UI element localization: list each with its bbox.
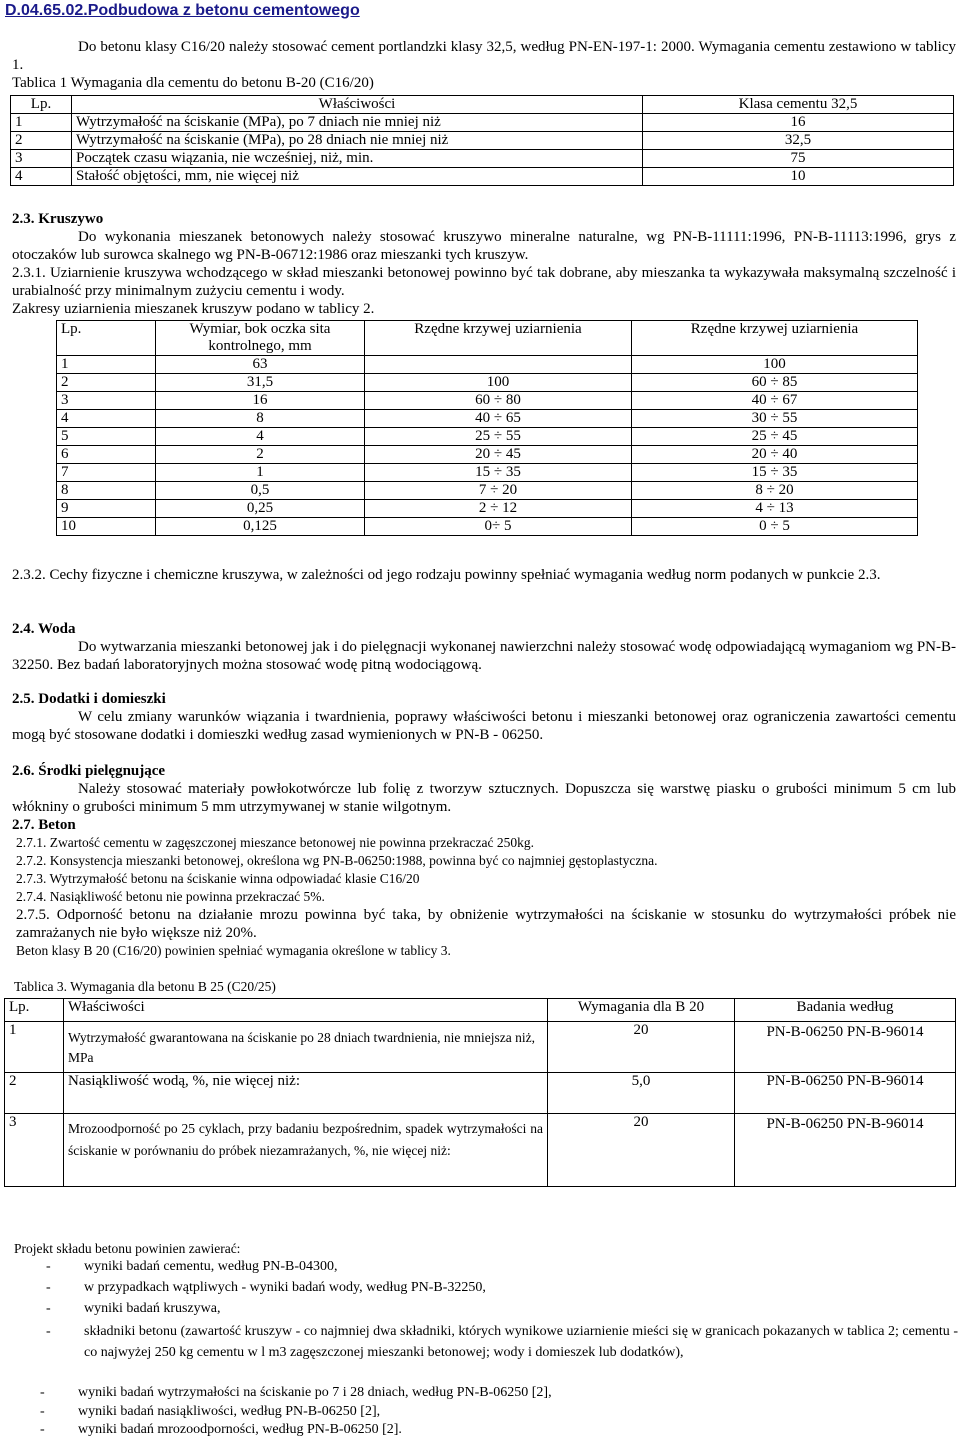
table-cell: Wytrzymałość gwarantowana na ściskanie po 28 dniach twardnienia, nie mniejsza niż, MPa <box>64 1022 548 1073</box>
table-cell: Początek czasu wiązania, nie wcześniej, niż, min. <box>72 150 643 168</box>
section-2-3-2-paragraph: 2.3.2. Cechy fizyczne i chemiczne kruszywa, w zależności od jego rodzaju powinny spełniać wymagania według norm podanych w punkcie 2.3. <box>12 567 881 583</box>
table-header-cell: Właściwości <box>72 96 643 114</box>
table-cell: 1 <box>5 1022 64 1073</box>
table1-caption: Tablica 1 Wymagania dla cementu do betonu B-20 (C16/20) <box>12 75 374 91</box>
table-cell: 0,25 <box>156 500 365 518</box>
table-row <box>5 1022 956 1073</box>
table-cell: PN-B-06250 PN-B-96014 <box>735 1073 956 1114</box>
table-cell: 2 <box>11 132 72 150</box>
list-item <box>46 1258 926 1276</box>
dash-bullet: - <box>46 1324 51 1339</box>
table-cell: 20 ÷ 45 <box>365 446 632 464</box>
table-cell: 60 ÷ 85 <box>632 374 918 392</box>
table-cell: 2 ÷ 12 <box>365 500 632 518</box>
list-item <box>40 1421 940 1439</box>
table-cell: Mrozoodporność po 25 cyklach, przy badaniu bezpośrednim, spadek wytrzymałości na ściskanie w porównaniu do próbek niezamrażanych, %, nie więcej niż: <box>64 1114 548 1187</box>
table-cell: 0 ÷ 5 <box>632 518 918 536</box>
table-cell: 20 <box>548 1114 735 1187</box>
list-item-text: wyniki badań nasiąkliwości, według PN-B-06250 [2], <box>78 1404 381 1419</box>
table1 <box>10 95 954 186</box>
list-item <box>40 1403 940 1421</box>
table-cell: 32,5 <box>643 132 954 150</box>
table-header-cell: Właściwości <box>64 999 548 1022</box>
section-2-4-paragraph: Do wytwarzania mieszanki betonowej jak i do pielęgnacji wykonanej nawierzchni należy stosować wodę odpowiadającą wymaganiom wg PN-B-32250. Bez badań laboratoryjnych można stosować wodę pitną wodociągową. <box>12 639 956 673</box>
section-2-3-title: 2.3. Kruszywo <box>12 211 104 227</box>
table-row <box>57 518 918 536</box>
table-row <box>57 500 918 518</box>
table-cell: 16 <box>156 392 365 410</box>
list-item-text: w przypadkach wątpliwych - wyniki badań wody, według PN-B-32250, <box>84 1280 486 1295</box>
list-item-text: wyniki badań wytrzymałości na ściskanie po 7 i 28 dniach, według PN-B-06250 [2], <box>78 1385 552 1400</box>
table-header-cell: Lp. <box>5 999 64 1022</box>
table-row <box>57 446 918 464</box>
table-cell: 4 <box>156 428 365 446</box>
table-header-cell: Wymiar, bok oczka sita kontrolnego, mm <box>156 321 365 356</box>
section-2-4-title: 2.4. Woda <box>12 621 76 637</box>
table-header-cell: Wymagania dla B 20 <box>548 999 735 1022</box>
table-row <box>57 464 918 482</box>
list-item <box>46 1279 926 1297</box>
table-cell: 4 ÷ 13 <box>632 500 918 518</box>
section-2-7-2: 2.7.2. Konsystencja mieszanki betonowej, określona wg PN-B-06250:1988, powinna być co najmniej gęstoplastyczna. <box>16 853 658 868</box>
section-2-7-1: 2.7.1. Zwartość cementu w zagęszczonej mieszance betonowej nie powinna przekraczać 250kg. <box>16 835 535 850</box>
table-cell: Wytrzymałość na ściskanie (MPa), po 7 dniach nie mniej niż <box>72 114 643 132</box>
dash-bullet: - <box>46 1301 51 1316</box>
table3-caption: Tablica 3. Wymagania dla betonu B 25 (C20/25) <box>14 979 276 994</box>
table-header-cell: Badania według <box>735 999 956 1022</box>
table-cell: 75 <box>643 150 954 168</box>
list-item-text: wyniki badań mrozoodporności, według PN-B-06250 [2]. <box>78 1422 402 1437</box>
table-row <box>57 374 918 392</box>
table-cell: 2 <box>57 374 156 392</box>
table-cell: 0,5 <box>156 482 365 500</box>
table-cell: 1 <box>11 114 72 132</box>
section-2-6-title: 2.6. Środki pielęgnujące <box>12 763 166 779</box>
table-cell: 16 <box>643 114 954 132</box>
table-cell: 25 ÷ 45 <box>632 428 918 446</box>
table-cell: Wytrzymałość na ściskanie (MPa), po 28 dniach nie mniej niż <box>72 132 643 150</box>
table-header-cell: Lp. <box>11 96 72 114</box>
table-row <box>57 356 918 374</box>
table-cell: 20 <box>548 1022 735 1073</box>
table-cell: 20 ÷ 40 <box>632 446 918 464</box>
list-item <box>46 1321 958 1363</box>
table-header-row <box>11 96 954 114</box>
table-header-cell: Klasa cementu 32,5 <box>643 96 954 114</box>
table-row <box>57 410 918 428</box>
table-cell: 5,0 <box>548 1073 735 1114</box>
table-cell: Nasiąkliwość wodą, %, nie więcej niż: <box>64 1073 548 1114</box>
table-row <box>57 392 918 410</box>
table-cell: 15 ÷ 35 <box>365 464 632 482</box>
table-cell: 4 <box>11 168 72 186</box>
table-cell: 1 <box>57 356 156 374</box>
table-cell: 63 <box>156 356 365 374</box>
table-cell: 5 <box>57 428 156 446</box>
table-cell: 40 ÷ 65 <box>365 410 632 428</box>
table-header-row <box>57 321 918 356</box>
table-cell: 10 <box>57 518 156 536</box>
table-cell: PN-B-06250 PN-B-96014 <box>735 1114 956 1187</box>
table-header-row <box>5 999 956 1022</box>
table-header-cell: Lp. <box>57 321 156 356</box>
intro-paragraph: Do betonu klasy C16/20 należy stosować cement portlandzki klasy 32,5, według PN-EN-197-1: 2000. Wymagania cementu zestawiono w tablicy 1. <box>12 39 956 73</box>
table-cell: 100 <box>632 356 918 374</box>
table-cell: 1 <box>156 464 365 482</box>
dash-bullet: - <box>40 1385 45 1400</box>
table-cell: 15 ÷ 35 <box>632 464 918 482</box>
section-2-5-title: 2.5. Dodatki i domieszki <box>12 691 166 707</box>
table-cell: 25 ÷ 55 <box>365 428 632 446</box>
table-header-cell: Rzędne krzywej uziarnienia <box>365 321 632 356</box>
table-cell: 100 <box>365 374 632 392</box>
list-item-text: składniki betonu (zawartość kruszyw - co najmniej dwa składniki, których wynikowe uziarnienie mieści się w granicach pokazanych w tablica 2; cementu - co najwyżej 250 kg cementu w l m3 zagęszczonej mieszanki betonowej; wody i domieszek lub dodatków), <box>84 1324 958 1360</box>
section-2-5-paragraph: W celu zmiany warunków wiązania i twardnienia, poprawy właściwości betonu i mieszanki betonowej oraz ograniczenia zawartości cementu mogą być stosowane dodatki i domieszki według zasad wymienionych w PN-B - 06250. <box>12 709 956 743</box>
table-cell: 2 <box>156 446 365 464</box>
section-2-7-closing: Beton klasy B 20 (C16/20) powinien spełniać wymagania określone w tablicy 3. <box>16 943 451 958</box>
table-cell: 3 <box>11 150 72 168</box>
table-cell: Stałość objętości, mm, nie więcej niż <box>72 168 643 186</box>
table-row <box>11 132 954 150</box>
table-cell: 8 <box>57 482 156 500</box>
table-cell: 8 ÷ 20 <box>632 482 918 500</box>
table-cell: 31,5 <box>156 374 365 392</box>
table-row <box>57 428 918 446</box>
table-cell: 3 <box>5 1114 64 1187</box>
table-row <box>57 482 918 500</box>
list-item-text: wyniki badań cementu, według PN-B-04300, <box>84 1259 338 1274</box>
table-cell: 3 <box>57 392 156 410</box>
table-cell: PN-B-06250 PN-B-96014 <box>735 1022 956 1073</box>
section-2-3-1-paragraph: 2.3.1. Uziarnienie kruszywa wchodzącego w skład mieszanki betonowej powinno być tak dobrane, aby mieszanka ta wykazywała maksymalną szczelność i urabialność przy minimalnym zużyciu cementu i wody. <box>12 265 956 299</box>
table-cell: 4 <box>57 410 156 428</box>
section-2-7-3: 2.7.3. Wytrzymałość betonu na ściskanie winna odpowiadać klasie C16/20 <box>16 871 420 886</box>
table-row <box>11 114 954 132</box>
table2 <box>56 320 918 536</box>
table3 <box>4 998 956 1187</box>
list-item <box>46 1300 926 1318</box>
table-cell: 0÷ 5 <box>365 518 632 536</box>
table-cell: 6 <box>57 446 156 464</box>
section-2-3-paragraph: Do wykonania mieszanek betonowych należy stosować kruszywo mineralne naturalne, wg PN-B-11111:1996, PN-B-11113:1996, grys z otoczaków lub surowca skalnego wg PN-B-06712:1986 oraz mieszanki tych kruszyw. <box>12 229 956 263</box>
section-2-7-title: 2.7. Beton <box>12 817 76 833</box>
dash-bullet: - <box>40 1422 45 1437</box>
table-cell: 2 <box>5 1073 64 1114</box>
table-row <box>5 1114 956 1187</box>
table-cell: 9 <box>57 500 156 518</box>
table-row <box>5 1073 956 1114</box>
section-2-7-5: 2.7.5. Odporność betonu na działanie mrozu powinna być taka, by obniżenie wytrzymałości na ściskanie w stosunku do wytrzymałości próbek nie zamrażanych nie było większe niż 20%. <box>16 907 956 941</box>
table-cell: 7 <box>57 464 156 482</box>
table-cell: 30 ÷ 55 <box>632 410 918 428</box>
table-cell <box>365 356 632 374</box>
section-2-7-4: 2.7.4. Nasiąkliwość betonu nie powinna przekraczać 5%. <box>16 889 325 904</box>
table-cell: 60 ÷ 80 <box>365 392 632 410</box>
dash-bullet: - <box>46 1259 51 1274</box>
list-item <box>40 1384 940 1402</box>
table-cell: 7 ÷ 20 <box>365 482 632 500</box>
page-header: D.04.65.02.Podbudowa z betonu cementowego <box>5 2 360 19</box>
table-header-cell: Rzędne krzywej uziarnienia <box>632 321 918 356</box>
dash-bullet: - <box>40 1404 45 1419</box>
list-item-text: wyniki badań kruszywa, <box>84 1301 221 1316</box>
section-2-6-paragraph: Należy stosować materiały powłokotwórcze lub folię z tworzyw sztucznych. Dopuszcza się warstwę piasku o grubości minimum 5 cm lub włókniny o grubości minimum 5 mm utrzymywanej w stanie wilgotnym. <box>12 781 956 815</box>
dash-bullet: - <box>46 1280 51 1295</box>
table-cell: 0,125 <box>156 518 365 536</box>
table-row <box>11 150 954 168</box>
table-row <box>11 168 954 186</box>
table-cell: 10 <box>643 168 954 186</box>
table-cell: 8 <box>156 410 365 428</box>
table-cell: 40 ÷ 67 <box>632 392 918 410</box>
projekt-title: Projekt składu betonu powinien zawierać: <box>14 1241 241 1256</box>
section-2-3-note: Zakresy uziarnienia mieszanek kruszyw podano w tablicy 2. <box>12 301 375 317</box>
